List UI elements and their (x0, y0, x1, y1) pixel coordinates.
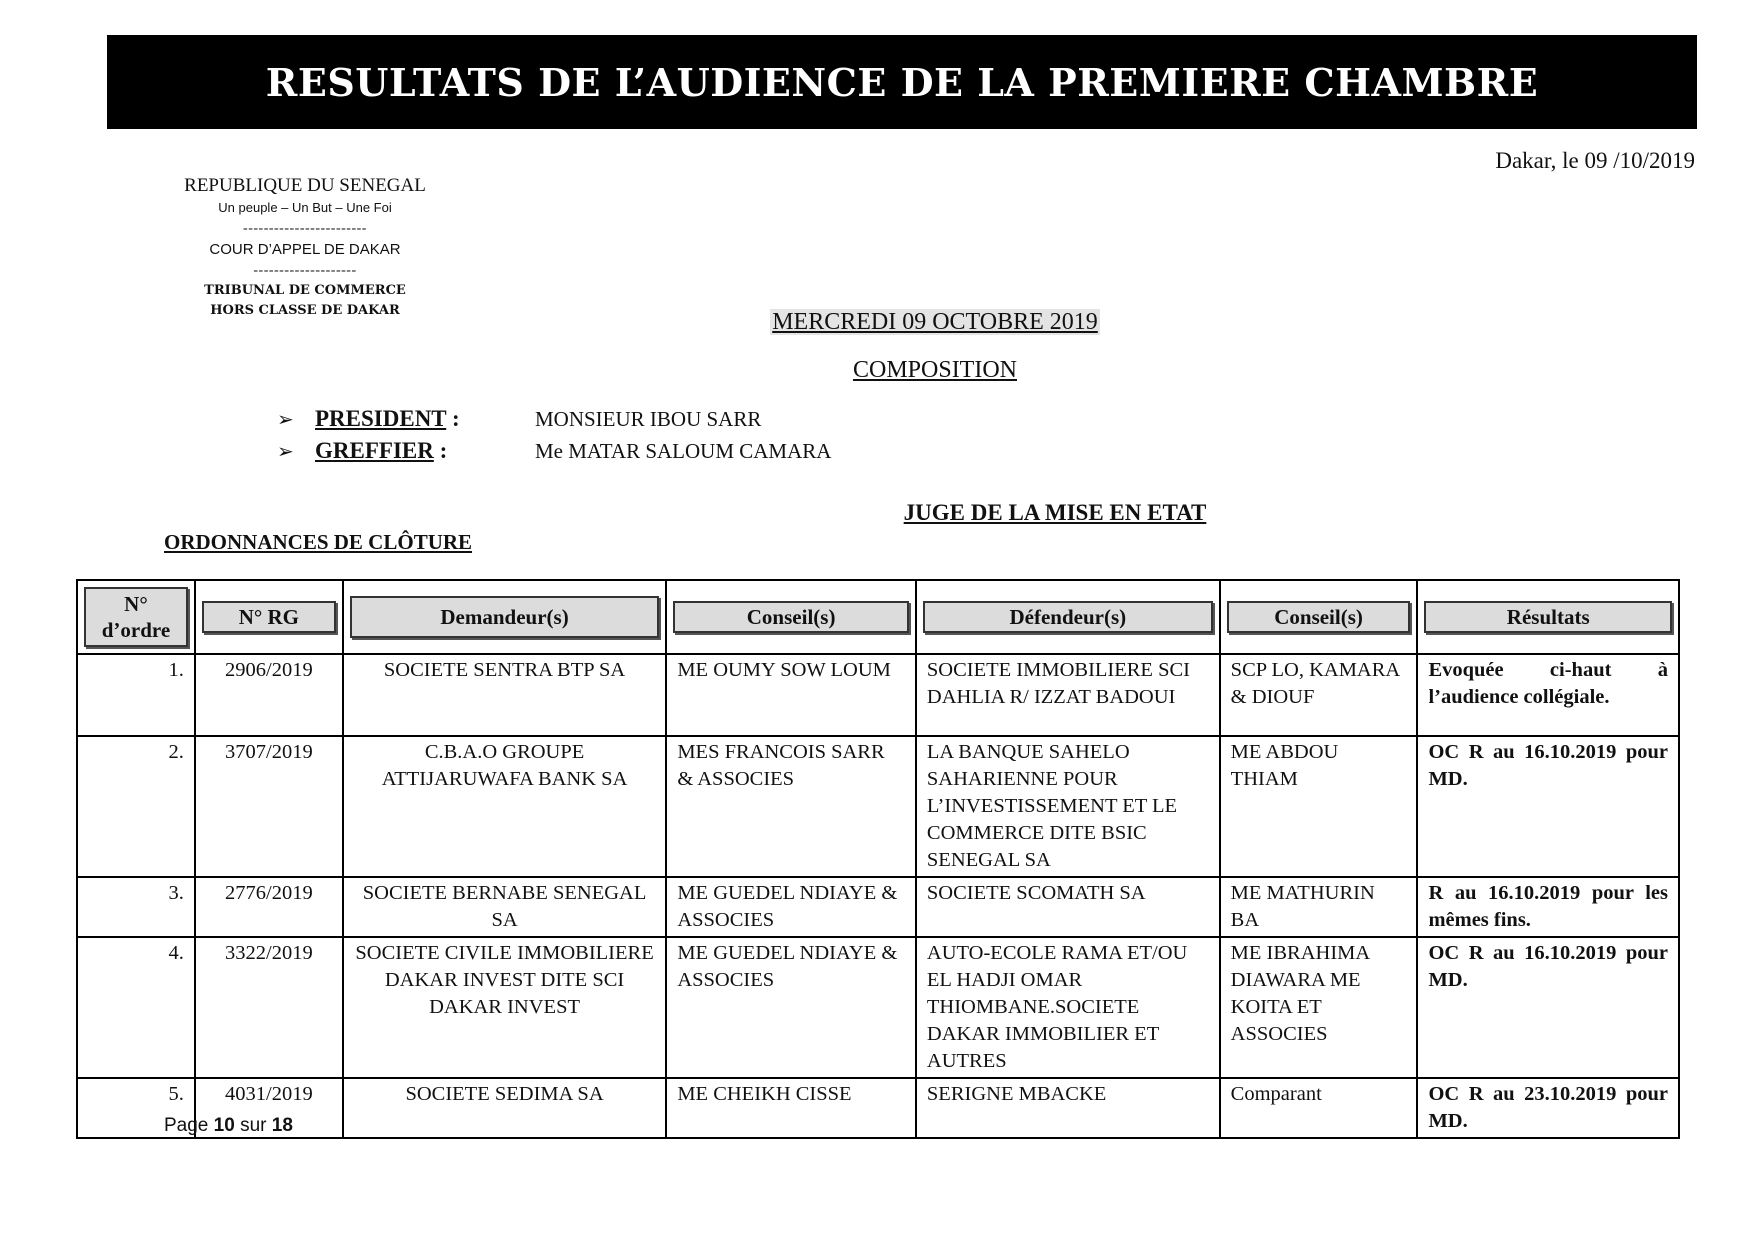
header-rg-box: N° RG (202, 601, 336, 633)
header-counsel1 (666, 580, 916, 654)
cell-result: Evoquée ci-haut à l’audience collégiale. (1417, 654, 1679, 736)
composition-president (277, 406, 761, 432)
letterhead-separator: ------------------------ (243, 221, 367, 236)
cell-counsel1: MES FRANCOIS SARR & ASSOCIES (666, 736, 916, 877)
cell-order: 1. (77, 654, 195, 736)
page-current: 10 (213, 1115, 235, 1136)
header-rg (195, 580, 343, 654)
cell-counsel2: ME IBRAHIMA DIAWARA ME KOITA ET ASSOCIES (1220, 937, 1418, 1078)
header-order-line1: N° (124, 592, 148, 616)
subsection-title: ORDONNANCES DE CLÔTURE (164, 530, 473, 554)
letterhead-tribunal: TRIBUNAL DE COMMERCE (204, 283, 406, 298)
banner-title: RESULTATS DE L’AUDIENCE DE LA PREMIERE CHAMBRE (265, 59, 1539, 105)
arrow-bullet-icon: ➢ (277, 440, 294, 463)
role-colon: : (433, 438, 448, 463)
role-label (315, 438, 535, 464)
role-colon: : (446, 406, 460, 431)
date-line: Dakar, le 09 /10/2019 (1495, 148, 1695, 173)
role-value: MONSIEUR IBOU SARR (535, 406, 762, 431)
cell-rg: 3322/2019 (195, 937, 343, 1078)
header-order-box (84, 587, 188, 647)
role-label (315, 406, 535, 432)
cell-counsel1: ME OUMY SOW LOUM (666, 654, 916, 736)
cell-order: 2. (77, 736, 195, 877)
composition-title: COMPOSITION (852, 357, 1017, 383)
cell-counsel2: ME MATHURIN BA (1220, 877, 1418, 937)
section-title: JUGE DE LA MISE EN ETAT (903, 500, 1207, 525)
page-banner (107, 35, 1697, 129)
day-title (700, 309, 1170, 336)
page-prefix: Page (164, 1115, 209, 1136)
header-plaintiff (343, 580, 667, 654)
cell-defendant: LA BANQUE SAHELO SAHARIENNE POUR L’INVESTISSEMENT ET LE COMMERCE DITE BSIC SENEGAL SA (916, 736, 1220, 877)
day-title-text: MERCREDI 09 OCTOBRE 2019 (772, 309, 1098, 335)
header-results (1417, 580, 1679, 654)
header-counsel1-box: Conseil(s) (673, 601, 909, 633)
table-row (77, 654, 1679, 736)
cell-rg: 4031/2019 (195, 1078, 343, 1138)
cell-plaintiff: C.B.A.O GROUPE ATTIJARUWAFA BANK SA (343, 736, 667, 877)
cell-result: OC R au 16.10.2019 pour MD. (1417, 736, 1679, 877)
cell-result: OC R au 23.10.2019 pour MD. (1417, 1078, 1679, 1138)
cell-counsel1: ME CHEIKH CISSE (666, 1078, 916, 1138)
cell-result: OC R au 16.10.2019 pour MD. (1417, 937, 1679, 1078)
composition-greffier (277, 438, 831, 464)
cell-defendant: SOCIETE IMMOBILIERE SCI DAHLIA R/ IZZAT BADOUI (916, 654, 1220, 736)
header-order (77, 580, 195, 654)
role-value: Me MATAR SALOUM CAMARA (535, 438, 832, 463)
header-defendant (916, 580, 1220, 654)
header-plaintiff-box: Demandeur(s) (350, 596, 660, 638)
letterhead-republic: REPUBLIQUE DU SENEGAL (184, 175, 426, 196)
cell-plaintiff: SOCIETE CIVILE IMMOBILIERE DAKAR INVEST DITE SCI DAKAR INVEST (343, 937, 667, 1078)
letterhead-motto: Un peuple – Un But – Une Foi (218, 200, 392, 215)
cell-counsel1: ME GUEDEL NDIAYE & ASSOCIES (666, 877, 916, 937)
cell-plaintiff: SOCIETE SEDIMA SA (343, 1078, 667, 1138)
cell-rg: 2906/2019 (195, 654, 343, 736)
cell-plaintiff: SOCIETE SENTRA BTP SA (343, 654, 667, 736)
letterhead (160, 175, 450, 321)
cell-counsel2: SCP LO, KAMARA & DIOUF (1220, 654, 1418, 736)
page-number (164, 1115, 293, 1137)
cell-counsel2: Comparant (1220, 1078, 1418, 1138)
role-label-text: PRESIDENT (315, 406, 447, 431)
results-table (76, 579, 1680, 1139)
cell-counsel2: ME ABDOU THIAM (1220, 736, 1418, 877)
page-total: 18 (271, 1115, 293, 1136)
letterhead-court: COUR D’APPEL DE DAKAR (209, 241, 401, 258)
cell-defendant: AUTO-ECOLE RAMA ET/OU EL HADJI OMAR THIOMBANE.SOCIETE DAKAR IMMOBILIER ET AUTRES (916, 937, 1220, 1078)
header-order-line2: d’ordre (101, 618, 171, 642)
header-counsel2 (1220, 580, 1418, 654)
cell-order: 3. (77, 877, 195, 937)
table-header-row (77, 580, 1679, 654)
table-row (77, 937, 1679, 1078)
cell-rg: 2776/2019 (195, 877, 343, 937)
arrow-bullet-icon: ➢ (277, 408, 294, 431)
table-row (77, 1078, 1679, 1138)
cell-plaintiff: SOCIETE BERNABE SENEGAL SA (343, 877, 667, 937)
header-results-box: Résultats (1424, 601, 1672, 633)
cell-defendant: SERIGNE MBACKE (916, 1078, 1220, 1138)
cell-order: 4. (77, 937, 195, 1078)
cell-result: R au 16.10.2019 pour les mêmes fins. (1417, 877, 1679, 937)
page-sep: sur (240, 1115, 267, 1136)
cell-rg: 3707/2019 (195, 736, 343, 877)
letterhead-separator: -------------------- (253, 263, 357, 278)
cell-counsel1: ME GUEDEL NDIAYE & ASSOCIES (666, 937, 916, 1078)
cell-order: 5. (77, 1078, 195, 1138)
header-defendant-box: Défendeur(s) (923, 601, 1213, 633)
header-counsel2-box: Conseil(s) (1227, 601, 1411, 633)
cell-defendant: SOCIETE SCOMATH SA (916, 877, 1220, 937)
letterhead-tribunal-class: HORS CLASSE DE DAKAR (210, 303, 400, 318)
table-row (77, 877, 1679, 937)
role-label-text: GREFFIER (315, 438, 434, 463)
table-row (77, 736, 1679, 877)
